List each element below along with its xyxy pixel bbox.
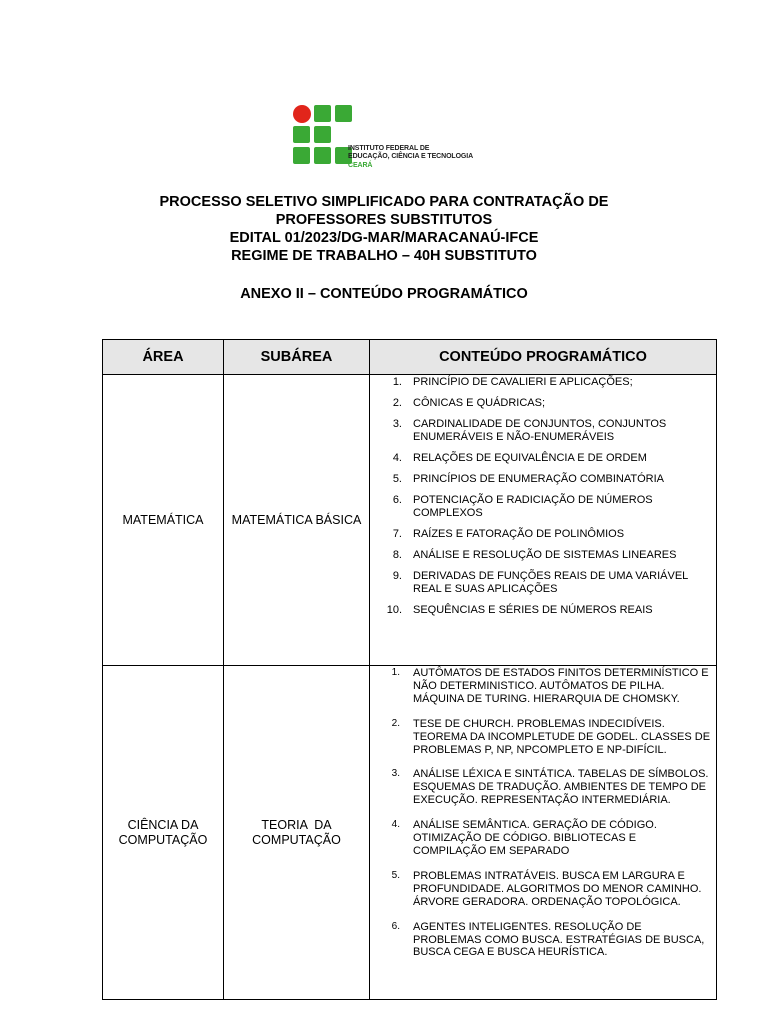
content-table [102, 339, 716, 1000]
item-text: POTENCIAÇÃO E RADICIAÇÃO DE NÚMEROS COMPLEXOS [413, 494, 653, 519]
subarea-cell [224, 666, 370, 1000]
item-text: DERIVADAS DE FUNÇÕES REAIS DE UMA VARIÁVEL REAL E SUAS APLICAÇÕES [413, 570, 688, 595]
item-number: 1. [391, 667, 400, 678]
title-line-4: REGIME DE TRABALHO – 40H SUBSTITUTO [231, 248, 537, 264]
content-list [370, 666, 716, 959]
item-number: 5. [392, 473, 402, 485]
title-line-2: PROFESSORES SUBSTITUTOS [275, 212, 493, 228]
list-item [370, 667, 716, 706]
item-number: 8. [392, 549, 402, 561]
area-cell: MATEMÁTICA [103, 375, 224, 666]
item-text: ANÁLISE SEMÂNTICA. GERAÇÃO DE CÓDIGO. OTIMIZAÇÃO DE CÓDIGO. BIBLIOTECAS E COMPILAÇÃO EM SEPARADO [413, 819, 657, 857]
column-header-subarea: SUBÁREA [224, 340, 370, 375]
list-item [370, 718, 716, 757]
list-item [370, 418, 716, 444]
item-text: AUTÔMATOS DE ESTADOS FINITOS DETERMINÍSTICO E NÃO DETERMINISTICO. AUTÔMATOS DE PILHA. MÁQUINA DE TURING. HIERARQUIA DE CHOMSKY. [413, 667, 709, 705]
content-list [370, 375, 716, 617]
area-cell [103, 666, 224, 1000]
logo-text [348, 145, 473, 170]
list-item [370, 494, 716, 520]
item-text: SEQUÊNCIAS E SÉRIES DE NÚMEROS REAIS [413, 604, 653, 616]
item-number: 6. [392, 494, 402, 506]
column-header-area: ÁREA [103, 340, 224, 375]
list-item [370, 819, 716, 858]
table-header-row [103, 340, 717, 375]
subarea-line-1: TEORIA DA [261, 817, 332, 832]
subarea-line-2: COMPUTAÇÃO [252, 832, 341, 847]
item-number: 4. [391, 819, 400, 831]
annex-title [0, 285, 768, 303]
area-line-2: COMPUTAÇÃO [118, 832, 208, 847]
annex-title-text: ANEXO II – CONTEÚDO PROGRAMÁTICO [240, 286, 528, 302]
title-line-3: EDITAL 01/2023/DG-MAR/MARACANAÚ-IFCE [229, 230, 539, 246]
content-cell [370, 375, 717, 666]
list-item [370, 549, 716, 562]
item-text: PROBLEMAS INTRATÁVEIS. BUSCA EM LARGURA E PROFUNDIDADE. ALGORITMOS DO MENOR CAMINHO. ÁRVORE GERADORA. ORDENAÇÃO TOPOLÓGICA. [413, 869, 702, 908]
item-number: 10. [386, 604, 402, 616]
list-item [370, 376, 716, 389]
item-number: 3. [392, 418, 402, 430]
item-number: 2. [391, 717, 400, 729]
item-text: PRINCÍPIO DE CAVALIERI E APLICAÇÕES; [413, 376, 633, 388]
list-item [370, 870, 716, 909]
list-item [370, 570, 716, 596]
ifce-logo [291, 103, 481, 175]
item-text: TESE DE CHURCH. PROBLEMAS INDECIDÍVEIS. TEOREMA DA INCOMPLETUDE DE GODEL. CLASSES DE PROBLEMAS P, NP, NPCOMPLETO E NP-DIFÍCIL. [413, 717, 711, 756]
item-number: 5. [391, 869, 400, 881]
logo-text-line3: CEARÁ [348, 161, 373, 169]
list-item [370, 921, 716, 960]
item-text: PRINCÍPIOS DE ENUMERAÇÃO COMBINATÓRIA [413, 473, 664, 485]
item-number: 3. [391, 768, 400, 780]
logo-text-line1: INSTITUTO FEDERAL DE [348, 145, 430, 152]
area-line-1: CIÊNCIA DA [127, 817, 199, 832]
table-row-matematica [103, 375, 717, 666]
item-text: RAÍZES E FATORAÇÃO DE POLINÔMIOS [413, 528, 625, 540]
logo-mark-icon [293, 105, 353, 171]
item-text: AGENTES INTELIGENTES. RESOLUÇÃO DE PROBLEMAS COMO BUSCA. ESTRATÉGIAS DE BUSCA, BUSCA CEGA E BUSCA HEURÍSTICA. [413, 920, 705, 959]
item-number: 2. [392, 397, 402, 409]
item-number: 4. [392, 452, 402, 464]
item-number: 7. [392, 528, 402, 540]
document-title [0, 193, 768, 265]
subarea-cell: MATEMÁTICA BÁSICA [224, 375, 370, 666]
item-text: ANÁLISE LÉXICA E SINTÁTICA. TABELAS DE SÍMBOLOS. ESQUEMAS DE TRADUÇÃO. AMBIENTES DE TEMPO DE EXECUÇÃO. REPRESENTAÇÃO INTERMEDIÁRIA. [413, 768, 709, 807]
item-number: 1. [392, 376, 402, 388]
list-item [370, 452, 716, 465]
item-number: 6. [391, 920, 400, 932]
logo-text-line2: EDUCAÇÃO, CIÊNCIA E TECNOLOGIA [348, 153, 474, 161]
item-text: CARDINALIDADE DE CONJUNTOS, CONJUNTOS ENUMERÁVEIS E NÃO-ENUMERÁVEIS [413, 418, 667, 443]
title-line-1: PROCESSO SELETIVO SIMPLIFICADO PARA CONTRATAÇÃO DE [159, 194, 609, 210]
list-item [370, 397, 716, 410]
item-number: 9. [392, 570, 402, 582]
item-text: ANÁLISE E RESOLUÇÃO DE SISTEMAS LINEARES [413, 549, 677, 561]
list-item [370, 473, 716, 486]
column-header-content: CONTEÚDO PROGRAMÁTICO [370, 340, 717, 375]
content-cell [370, 666, 717, 1000]
list-item [370, 528, 716, 541]
list-item [370, 768, 716, 807]
list-item [370, 604, 716, 617]
item-text: CÔNICAS E QUÁDRICAS; [413, 397, 546, 409]
item-text: RELAÇÕES DE EQUIVALÊNCIA E DE ORDEM [413, 452, 647, 464]
table-row-ciencia-da-computacao [103, 666, 717, 1000]
